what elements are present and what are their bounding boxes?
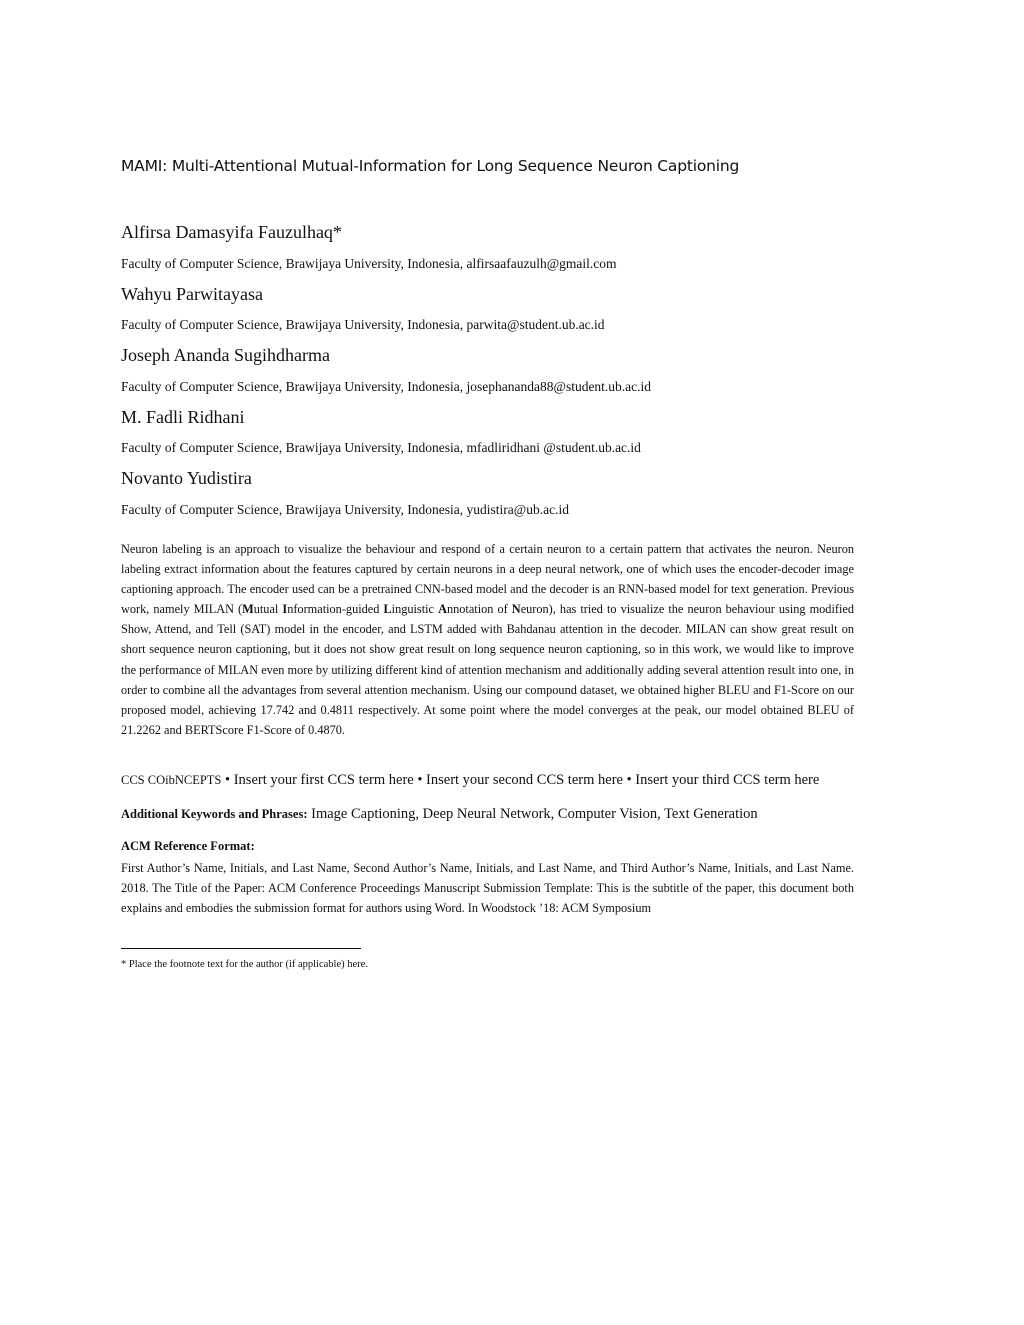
paper-title: MAMI: Multi-Attentional Mutual-Information for Long Sequence Neuron Captioning bbox=[121, 157, 740, 175]
acronym-letter: L bbox=[383, 602, 392, 617]
keywords-value: Image Captioning, Deep Neural Network, Computer Vision, Text Generation bbox=[311, 806, 758, 822]
keywords-label: Additional Keywords and Phrases: bbox=[121, 807, 308, 821]
author-affiliation: Faculty of Computer Science, Brawijaya University, Indonesia, alfirsaafauzulh@gmail.com bbox=[121, 256, 617, 271]
footnote-divider bbox=[121, 948, 361, 949]
acronym-letter: A bbox=[438, 602, 447, 617]
ccs-concepts bbox=[121, 772, 819, 789]
author-name: Novanto Yudistira bbox=[121, 468, 252, 488]
author-name: M. Fadli Ridhani bbox=[121, 407, 245, 427]
acronym-letter: M bbox=[242, 602, 254, 617]
author-name: Joseph Ananda Sugihdharma bbox=[121, 345, 330, 365]
author-affiliation: Faculty of Computer Science, Brawijaya University, Indonesia, mfadliridhani @student.ub.ac.id bbox=[121, 440, 641, 455]
acronym-letter: I bbox=[282, 602, 288, 617]
author-affiliation: Faculty of Computer Science, Brawijaya University, Indonesia, parwita@student.ub.ac.id bbox=[121, 317, 605, 332]
abstract-text: euron), has tried to visualize the neuron behaviour using modified Show, Attend, and Tell (SAT) model in the encoder, and LSTM added with Bahdanau attention in the decoder. MILAN can show great result on short sequence neuron captioning, but it does not show great result on long sequence neuron captioning, so in this work, we would like to improve the performance of MILAN even more by utilizing different kind of attention mechanism and additionally adding several attention result into one, in order to combine all the advantages from several attention mechanism. Using our compound dataset, we obtained higher BLEU and F1-Score on our proposed model, achieving 17.742 and 0.4811 respectively. At some point where the model converges at the peak, our model obtained BLEU of 21.2262 and BERTScore F1-Score of 0.4870. bbox=[121, 602, 854, 737]
acm-reference-text: First Author’s Name, Initials, and Last Name, Second Author’s Name, Initials, and Last Name, and Third Author’s Name, Initials, and Last Name. 2018. The Title of the Paper: ACM Conference Proceedings Manuscript Submission Template: This is the subtitle of the paper, this document both explains and embodies the submission format for authors using Word. In Woodstock ’18: ACM Symposium bbox=[121, 861, 854, 916]
ccs-label: CCS COibNCEPTS bbox=[121, 773, 222, 787]
abstract-text: inguistic bbox=[391, 602, 439, 617]
footnote: * Place the footnote text for the author (if applicable) here. bbox=[121, 959, 368, 970]
acm-reference-heading: ACM Reference Format: bbox=[121, 839, 255, 853]
author-name: Wahyu Parwitayasa bbox=[121, 284, 264, 304]
abstract-text: utual bbox=[253, 602, 283, 617]
abstract-text: nformation-guided bbox=[287, 602, 384, 617]
abstract-text: nnotation of bbox=[446, 602, 512, 617]
acronym-letter: N bbox=[511, 602, 521, 617]
author-affiliation: Faculty of Computer Science, Brawijaya University, Indonesia, yudistira@ub.ac.id bbox=[121, 502, 569, 517]
author-name: Alfirsa Damasyifa Fauzulhaq* bbox=[121, 222, 342, 242]
ccs-terms: • Insert your first CCS term here • Insert your second CCS term here • Insert your third CCS term here bbox=[225, 772, 820, 788]
abstract bbox=[121, 539, 854, 740]
author-affiliation: Faculty of Computer Science, Brawijaya University, Indonesia, josephananda88@student.ub.ac.id bbox=[121, 379, 652, 394]
abstract-text: Neuron labeling is an approach to visualize the behaviour and respond of a certain neuron to a certain pattern that activates the neuron. Neuron labeling extract information about the features captured by certain neurons in a deep neural network, one of which uses the encoder-decoder image captioning approach. The encoder used can be a pretrained CNN-based model and the decoder is an RNN-based model for text generation. Previous work, namely MILAN ( bbox=[121, 542, 854, 617]
keywords bbox=[121, 806, 758, 823]
